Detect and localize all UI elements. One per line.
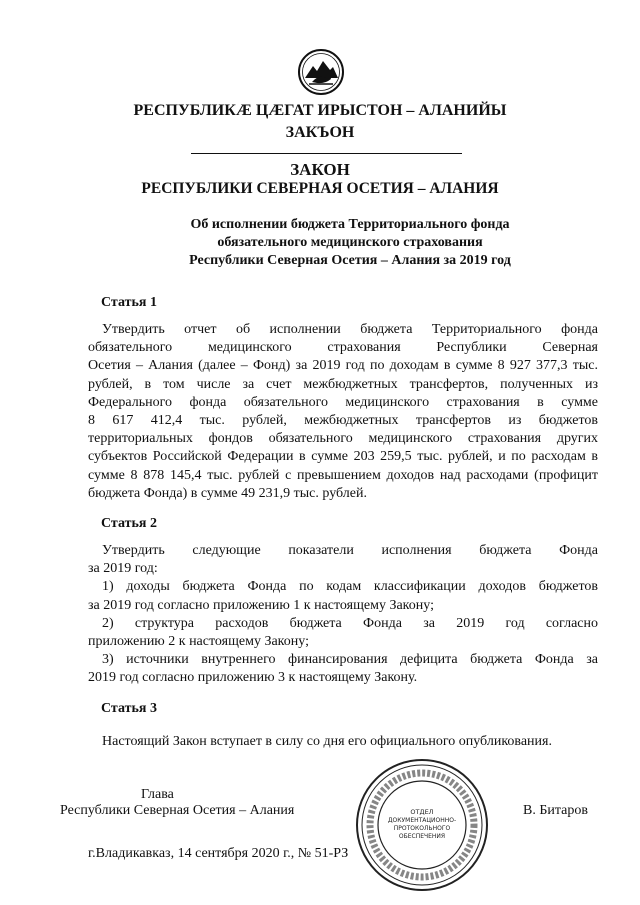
law-title-line: Об исполнении бюджета Территориального фонда xyxy=(190,217,510,232)
article-3-text xyxy=(88,733,598,751)
text-line: за 2019 год согласно приложению 1 к настоящему Закону; xyxy=(88,597,434,613)
signatory-name: В. Битаров xyxy=(523,803,588,818)
text-line: 3) источники внутреннего финансирования дефицита бюджета Фонда за xyxy=(102,652,598,668)
coat-of-arms-emblem xyxy=(297,48,345,96)
article-2-heading: Статья 2 xyxy=(101,516,157,531)
header-divider xyxy=(191,153,462,154)
text-line: субъектов Российской Федерации в сумме 203 259,5 тыс. рублей, и по расходам в xyxy=(88,449,598,465)
text-line: приложению 2 к настоящему Закону; xyxy=(88,633,309,649)
law-heading: ЗАКОН xyxy=(290,160,350,179)
signatory-organization: Республики Северная Осетия – Алания xyxy=(60,803,295,818)
svg-text:ОТДЕЛ: ОТДЕЛ xyxy=(410,808,434,816)
text-line: Настоящий Закон вступает в силу со дня его официального опубликования. xyxy=(102,734,552,749)
article-1-text xyxy=(88,321,598,503)
text-line: рублей, в том числе за счет межбюджетных трансфертов, полученных из xyxy=(88,376,598,392)
text-line: 8 617 412,4 тыс. рублей, межбюджетных трансфертов из бюджетов xyxy=(88,412,598,428)
place-date-number: г.Владикавказ, 14 сентября 2020 г., № 51-РЗ xyxy=(88,846,349,861)
svg-text:ДОКУМЕНТАЦИОННО-: ДОКУМЕНТАЦИОННО- xyxy=(387,817,457,824)
article-1-heading: Статья 1 xyxy=(101,295,157,310)
law-title-line: обязательного медицинского страхования xyxy=(217,235,483,250)
text-line: Утвердить следующие показатели исполнения бюджета Фонда xyxy=(102,543,598,558)
ossetian-republic-heading: РЕСПУБЛИКӔ ЦӔГАТ ИРЫСТОН – АЛАНИЙЫ xyxy=(133,102,507,119)
text-line: за 2019 год: xyxy=(88,561,158,577)
text-line: 2019 год согласно приложению 3 к настоящему Закону. xyxy=(88,670,418,686)
svg-text:ПРОТОКОЛЬНОГО: ПРОТОКОЛЬНОГО xyxy=(393,825,451,832)
text-line: сумме 8 878 145,4 тыс. рублей с превышением доходов над расходами (профицит xyxy=(88,467,598,483)
text-line: 2) структура расходов бюджета Фонда за 2019 год согласно xyxy=(102,615,598,631)
article-2-text xyxy=(88,542,598,688)
text-line: Утвердить отчет об исполнении бюджета Территориального фонда xyxy=(102,322,598,337)
signatory-title: Глава xyxy=(141,787,174,802)
text-line: 1) доходы бюджета Фонда по кодам классификации доходов бюджетов xyxy=(102,579,598,595)
text-line: обязательного медицинского страхования Республики Северная xyxy=(88,340,598,356)
law-title xyxy=(140,216,560,270)
article-3-heading: Статья 3 xyxy=(101,701,157,716)
text-line: территориальных фондов обязательного медицинского страхования других xyxy=(88,431,598,447)
republic-heading: РЕСПУБЛИКИ СЕВЕРНАЯ ОСЕТИЯ – АЛАНИЯ xyxy=(141,180,499,197)
ossetian-law-heading: ЗАКЪОН xyxy=(285,124,355,141)
text-line: бюджета Фонда) в сумме 49 231,9 тыс. рублей. xyxy=(88,485,367,501)
svg-text:ОБЕСПЕЧЕНИЯ: ОБЕСПЕЧЕНИЯ xyxy=(398,833,446,840)
text-line: Осетия – Алания (далее – Фонд) за 2019 год по доходам в сумме 8 927 377,3 тыс. xyxy=(88,358,598,374)
law-title-line: Республики Северная Осетия – Алания за 2019 год xyxy=(189,253,511,268)
official-seal-stamp xyxy=(354,757,490,893)
text-line: Федерального фонда обязательного медицинского страхования в сумме xyxy=(88,394,598,410)
